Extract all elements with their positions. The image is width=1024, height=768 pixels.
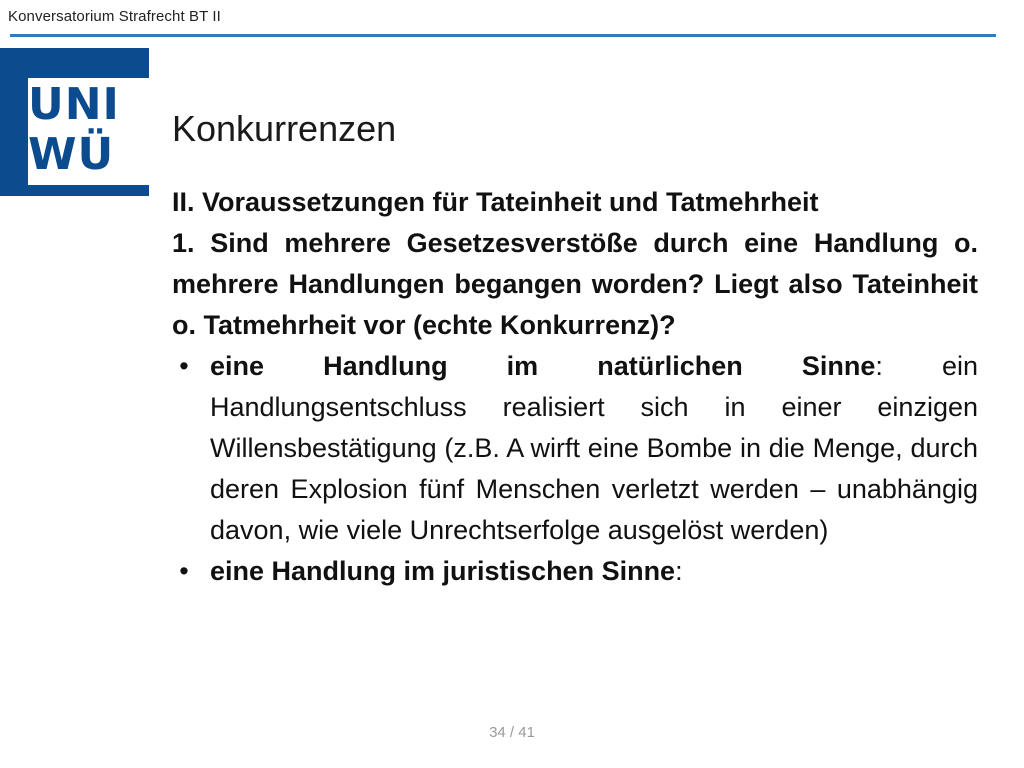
header-divider [10, 34, 996, 37]
logo-line-1: UNI [28, 79, 120, 130]
university-logo [0, 48, 149, 196]
bullet-text: : [675, 556, 683, 586]
list-item [172, 551, 978, 592]
logo-wordmark [28, 80, 120, 180]
bullet-list [172, 346, 978, 592]
bullet-icon: • [179, 351, 189, 381]
section-heading: II. Voraussetzungen für Tateinheit und Tatmehrheit [172, 187, 819, 217]
page-number: 34 / 41 [489, 724, 535, 741]
slide-content [172, 182, 978, 592]
logo-inner-panel [28, 78, 149, 185]
question-point-1: 1. Sind mehrere Gesetzesverstöße durch eine Handlung o. mehrere Handlungen begangen worden? Liegt also Tateinheit o. Tatmehrheit vor (echte Konkurrenz)? [172, 228, 978, 340]
slide-title: Konkurrenzen [172, 108, 397, 149]
logo-line-2: WÜ [28, 129, 115, 180]
header-title: Konversatorium Strafrecht BT II [8, 8, 221, 25]
list-item [172, 346, 978, 551]
bullet-term: eine Handlung im juristischen Sinne [210, 556, 676, 586]
bullet-text: : ein Handlungsentschluss realisiert sich in einer einzigen Willensbestätigung (z.B. A wirft eine Bombe in die Menge, durch deren Explosion fünf Menschen verletzt werden – unabhängig davon, wie viele Unrechtserfolge ausgelöst werden) [210, 351, 978, 545]
bullet-term: eine Handlung im natürlichen Sinne [210, 351, 876, 381]
bullet-icon: • [179, 556, 189, 586]
